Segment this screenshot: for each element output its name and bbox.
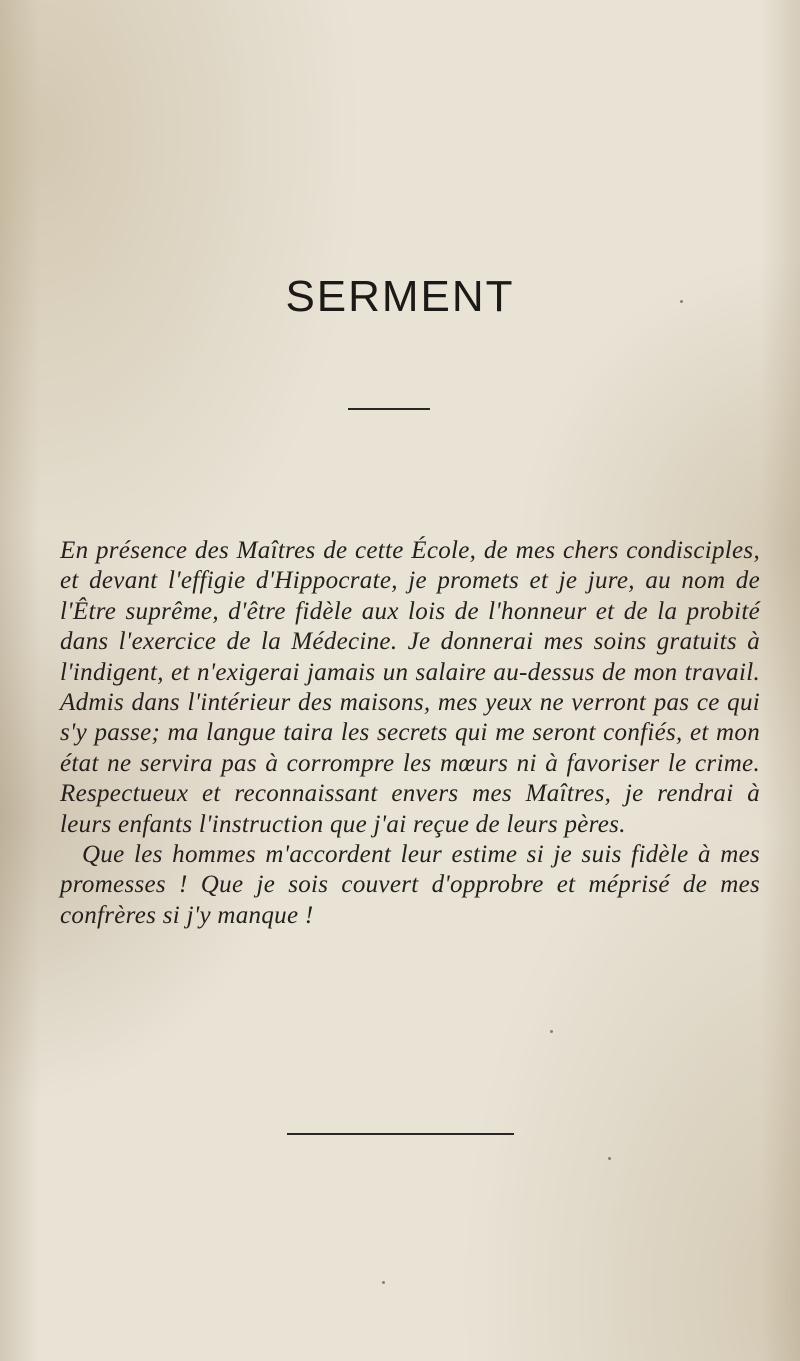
paper-speck [550, 1030, 553, 1033]
page-title: SERMENT [285, 272, 515, 321]
paper-speck [382, 1281, 385, 1284]
oath-text [60, 536, 760, 931]
paper-speck [680, 300, 683, 303]
title-divider [348, 408, 430, 410]
oath-paragraph-2: Que les hommes m'accordent leur estime si je suis fidèle à mes promesses ! Que je sois couvert d'opprobre et méprisé de mes confrères si j'y manque ! [60, 841, 760, 929]
oath-paragraph-1: En présence des Maîtres de cette École, de mes chers condisciples, et devant l'effigie d'Hippocrate, je promets et je jure, au nom de l'Être suprême, d'être fidèle aux lois de l'honneur et de la probité dans l'exercice de la Médecine. Je donnerai mes soins gratuits à l'indigent, et n'exigerai jamais un salaire au-dessus de mon travail. Admis dans l'intérieur des maisons, mes yeux ne verront pas ce qui s'y passe; ma langue taira les secrets qui me seront confiés, et mon état ne servira pas à corrompre les mœurs ni à favoriser le crime. Respectueux et reconnaissant envers mes Maîtres, je rendrai à leurs enfants l'instruction que j'ai reçue de leurs pères. [60, 537, 760, 838]
paper-speck [608, 1157, 611, 1160]
closing-divider [287, 1133, 514, 1135]
